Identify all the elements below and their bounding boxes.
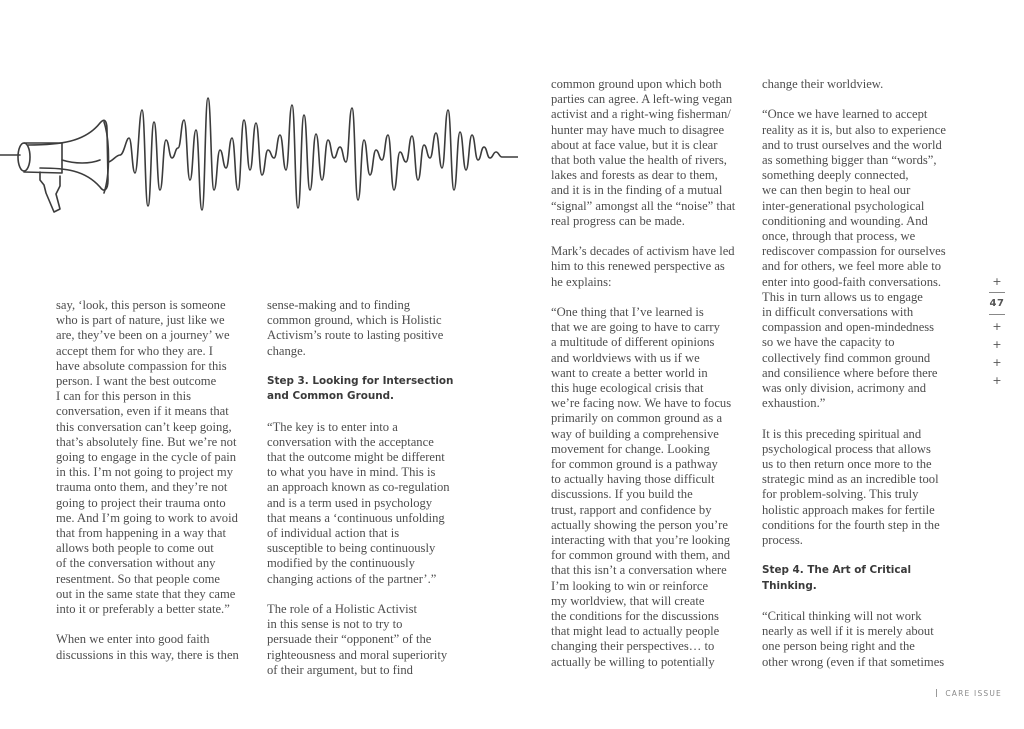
- text-line: righteousness and moral superiority: [267, 647, 448, 662]
- text-line: a multitude of different opinions: [551, 335, 715, 350]
- divider: [989, 314, 1005, 315]
- text-line: actually be willing to potentially: [551, 654, 715, 669]
- text-line: was only division, acrimony and: [762, 381, 927, 396]
- text-line: he explains:: [551, 274, 612, 289]
- text-line: and is a term used in psychology: [267, 495, 433, 510]
- text-line: reality as it is, but also to experience: [762, 122, 946, 137]
- megaphone-soundwave-illustration: [0, 90, 520, 230]
- text-line: say, ‘look, this person is someone: [56, 298, 226, 312]
- text-line: “Critical thinking will not work: [762, 609, 922, 624]
- text-line: discussions. If you build the: [551, 487, 693, 502]
- text-line: movement for change. Looking: [551, 441, 710, 456]
- text-line: my worldview, that will create: [551, 593, 705, 608]
- text-line: we can then begin to heal our: [762, 183, 911, 198]
- text-line: persuade their “opponent” of the: [267, 632, 432, 647]
- text-line: and it is in the finding of a mutual: [551, 183, 723, 198]
- text-line: conversation, even if it means that: [56, 404, 229, 419]
- text-line: modified by the continuously: [267, 556, 415, 571]
- text-line: enter into good-faith conversations.: [762, 274, 942, 289]
- text-line: for common ground with them, and: [551, 548, 731, 563]
- plus-icon-list: [985, 321, 1009, 387]
- text-line: and to trust ourselves and the world: [762, 137, 942, 152]
- text-line: “Once we have learned to accept: [762, 107, 928, 122]
- text-column-3: [551, 77, 756, 670]
- text-line: for problem-solving. This truly: [762, 487, 919, 502]
- text-line: process.: [762, 533, 803, 548]
- text-line: out in the same state that they came: [56, 586, 236, 601]
- paragraph-gap: [267, 359, 472, 374]
- paragraph-gap: [56, 617, 261, 632]
- paragraph-gap: [762, 548, 967, 563]
- paragraph: [762, 77, 967, 92]
- text-line: going to project their trauma onto: [56, 495, 226, 510]
- text-line: resentment. So that people come: [56, 571, 221, 586]
- paragraph-gap: [762, 92, 967, 107]
- text-line: in this sense is not to try to: [267, 617, 403, 632]
- text-line: “signal” amongst all the “noise” that: [551, 198, 736, 213]
- text-line: that from happening in a way that: [56, 526, 226, 541]
- text-line: allows both people to come out: [56, 541, 214, 556]
- plus-icon: +: [992, 374, 1002, 387]
- text-line: susceptible to being continuously: [267, 541, 436, 556]
- paragraph-gap: [762, 411, 967, 426]
- paragraph: [267, 420, 472, 587]
- text-line: and for others, we feel more able to: [762, 259, 942, 274]
- paragraph: [762, 107, 967, 411]
- heading-line: Step 3. Looking for Intersection: [267, 375, 454, 387]
- text-line: that might lead to actually people: [551, 624, 720, 639]
- text-line: primarily on common ground as a: [551, 411, 723, 426]
- text-line: common ground, which is Holistic: [267, 313, 442, 328]
- text-line: and worldviews with us if we: [551, 350, 700, 365]
- text-line: way of building a comprehensive: [551, 426, 719, 441]
- megaphone-icon: [0, 120, 120, 212]
- text-line: parties can agree. A left-wing vegan: [551, 92, 733, 107]
- text-line: this huge ecological crisis that: [551, 381, 704, 396]
- text-line: I’m looking to win or reinforce: [551, 578, 709, 593]
- text-line: that’s absolutely fine. But we’re not: [56, 434, 237, 449]
- text-line: exhaustion.”: [762, 396, 826, 411]
- paragraph: [762, 427, 967, 549]
- section-heading: [762, 563, 967, 593]
- text-line: that both value the health of rivers,: [551, 153, 727, 168]
- text-line: want to create a better world in: [551, 365, 708, 380]
- text-line: accept them for who they are. I: [56, 343, 213, 358]
- heading-line: and Common Ground.: [267, 390, 395, 403]
- text-line: that we are going to have to carry: [551, 320, 720, 335]
- paragraph: [56, 632, 261, 662]
- text-line: conversation with the acceptance: [267, 434, 434, 449]
- text-line: for common ground is a pathway: [551, 457, 718, 472]
- text-column-1: [56, 298, 261, 663]
- divider: [989, 292, 1005, 293]
- paragraph-gap: [267, 587, 472, 602]
- issue-label: CARE ISSUE: [945, 689, 1002, 698]
- paragraph: [551, 244, 756, 290]
- plus-icon: +: [992, 338, 1002, 351]
- text-line: that this isn’t a conversation where: [551, 563, 727, 578]
- text-line: as something bigger than “words”,: [762, 153, 937, 167]
- text-line: once, through that process, we: [762, 229, 916, 244]
- text-line: into it or preferably a better state.”: [56, 602, 230, 617]
- plus-icon: +: [992, 275, 1002, 288]
- text-line: discussions in this way, there is then: [56, 647, 239, 662]
- text-line: compassion and open-mindedness: [762, 320, 935, 335]
- text-line: “The key is to enter into a: [267, 419, 398, 434]
- text-line: one person being right and the: [762, 639, 915, 654]
- text-line: “One thing that I’ve learned is: [551, 305, 704, 320]
- text-line: When we enter into good faith: [56, 632, 210, 647]
- text-line: other wrong (even if that sometimes: [762, 654, 945, 669]
- text-line: him to this renewed perspective as: [551, 259, 725, 274]
- text-column-2: [267, 298, 472, 678]
- text-line: that the outcome might be different: [267, 450, 445, 464]
- footer-section-label: [936, 689, 1002, 698]
- text-line: This in turn allows us to engage: [762, 289, 923, 304]
- text-line: trauma onto them, and they’re not: [56, 480, 228, 495]
- text-line: actually showing the person you’re: [551, 517, 728, 532]
- text-line: Mark’s decades of activism have led: [551, 244, 735, 259]
- paragraph: [762, 609, 967, 670]
- text-line: real progress can be made.: [551, 213, 685, 228]
- text-line: nearly as well if it is merely about: [762, 624, 934, 639]
- text-line: The role of a Holistic Activist: [267, 602, 418, 617]
- text-line: of individual action that is: [267, 526, 400, 541]
- text-line: Activism’s route to lasting positive: [267, 328, 444, 343]
- text-line: of their argument, but to find: [267, 662, 413, 677]
- text-line: who is part of nature, just like we: [56, 313, 225, 328]
- heading-line: Thinking.: [762, 579, 817, 592]
- text-line: interacting with that you’re looking: [551, 533, 731, 548]
- paragraph-gap: [762, 594, 967, 609]
- heading-line: Step 4. The Art of Critical: [762, 564, 912, 577]
- text-line: conditions for the fourth step in the: [762, 517, 940, 532]
- text-line: person. I want the best outcome: [56, 374, 217, 389]
- text-line: conditioning and wounding. And: [762, 213, 928, 228]
- text-line: activist and a right-wing fisherman/: [551, 107, 731, 122]
- paragraph-gap: [551, 229, 756, 244]
- text-line: collectively find common ground: [762, 350, 931, 365]
- text-line: common ground upon which both: [551, 77, 722, 91]
- paragraph-gap: [267, 404, 472, 419]
- text-line: change their worldview.: [762, 77, 884, 91]
- text-line: lakes and forests as dear to them,: [551, 168, 718, 183]
- text-line: changing their perspectives… to: [551, 639, 715, 654]
- page-side-marker: [985, 276, 1009, 387]
- text-line: hunter may have much to disagree: [551, 122, 725, 137]
- text-line: and consilience where before there: [762, 365, 938, 380]
- plus-icon: +: [992, 356, 1002, 369]
- footer-divider: [936, 689, 937, 697]
- text-line: that means a ‘continuous unfolding: [267, 510, 445, 525]
- text-line: going to engage in the cycle of pain: [56, 450, 237, 465]
- page-number: 47: [989, 298, 1005, 309]
- text-line: about at face value, but it is clear: [551, 137, 718, 152]
- text-line: It is this preceding spiritual and: [762, 426, 922, 441]
- text-line: to what you have in mind. This is: [267, 465, 436, 480]
- paragraph: [551, 77, 756, 229]
- text-line: of the conversation without any: [56, 556, 216, 571]
- text-line: something deeply connected,: [762, 168, 909, 183]
- paragraph: [267, 602, 472, 678]
- text-line: sense-making and to finding: [267, 298, 411, 312]
- text-line: an approach known as co-regulation: [267, 480, 450, 495]
- text-line: to actually having those difficult: [551, 472, 715, 487]
- text-line: in difficult conversations with: [762, 305, 914, 320]
- text-line: strategic mind as an incredible tool: [762, 472, 939, 487]
- text-line: inter-generational psychological: [762, 198, 925, 213]
- text-line: are, they’ve been on a journey’ we: [56, 328, 230, 343]
- paragraph: [551, 305, 756, 670]
- text-line: the conditions for the discussions: [551, 609, 719, 624]
- plus-icon: +: [992, 320, 1002, 333]
- text-column-4: [762, 77, 967, 670]
- paragraph-gap: [551, 290, 756, 305]
- text-line: rediscover compassion for ourselves: [762, 244, 946, 259]
- section-heading: [267, 374, 472, 404]
- text-line: trust, rapport and confidence by: [551, 502, 712, 517]
- text-line: me. And I’m going to work to avoid: [56, 510, 238, 525]
- text-line: holistic approach makes for fertile: [762, 502, 935, 517]
- soundwave-line: [120, 98, 518, 210]
- paragraph: [56, 298, 261, 617]
- text-line: change.: [267, 343, 306, 358]
- text-line: so we have the capacity to: [762, 335, 895, 350]
- text-line: us to then return once more to the: [762, 457, 932, 472]
- text-line: in this. I’m not going to project my: [56, 465, 233, 480]
- text-line: changing actions of the partner’.”: [267, 571, 437, 586]
- paragraph: [267, 298, 472, 359]
- text-line: I can for this person in this: [56, 389, 192, 404]
- text-line: psychological process that allows: [762, 441, 931, 456]
- text-line: this conversation can’t keep going,: [56, 419, 232, 434]
- text-line: have absolute compassion for this: [56, 358, 227, 373]
- text-line: we’re facing now. We have to focus: [551, 396, 732, 411]
